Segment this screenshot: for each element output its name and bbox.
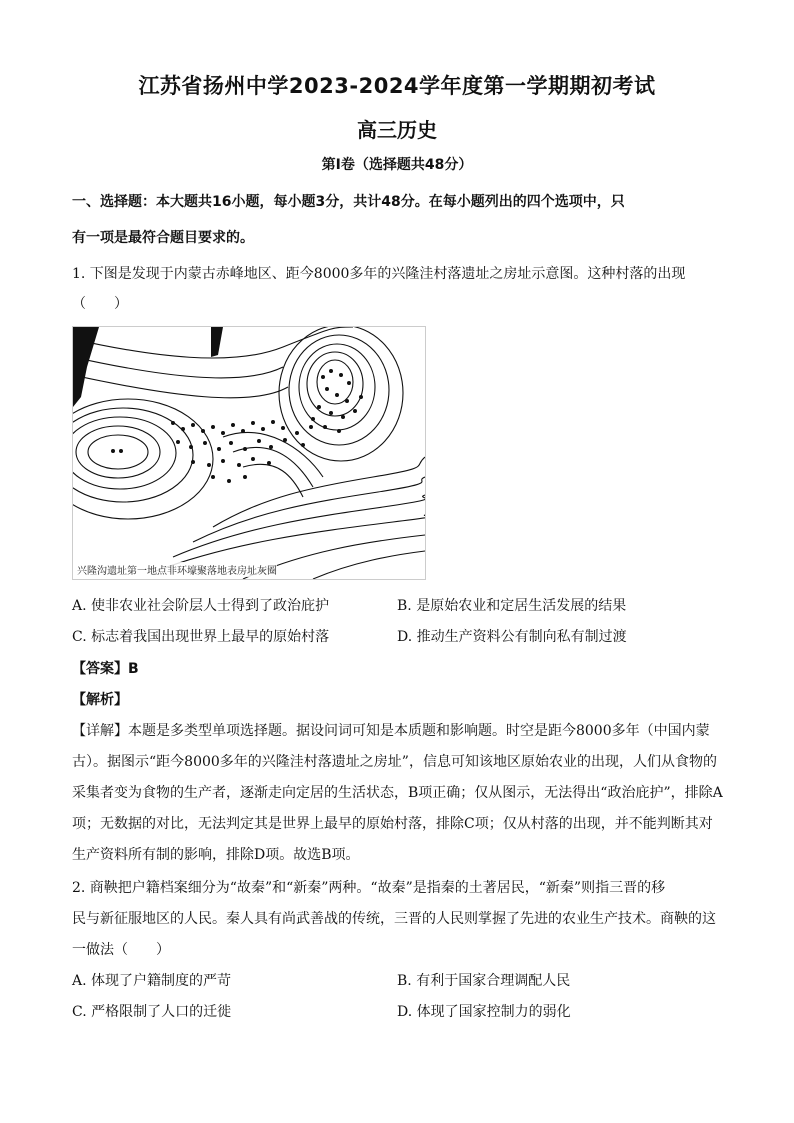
q2-stem-line-2: 民与新征服地区的人民。秦人具有尚武善战的传统，三晋的人民则掌握了先进的农业生产技术。商鞅的这	[72, 911, 716, 927]
q1-stem-line-1: 1. 下图是发现于内蒙古赤峰地区、距今8000多年的兴隆洼村落遗址之房址示意图。这种村落的出现	[72, 266, 686, 282]
q2-option-d: D. 体现了国家控制力的弱化	[397, 1004, 571, 1020]
q1-option-c: C. 标志着我国出现世界上最早的原始村落	[72, 629, 330, 645]
exam-title: 江苏省扬州中学2023-2024学年度第一学期期初考试	[138, 74, 656, 98]
q1-analysis-heading: 【解析】	[72, 692, 128, 708]
q1-detail-line-2: 古）。据图示“距今8000多年的兴隆洼村落遗址之房址”，信息可知该地区原始农业的出现，人们从食物的	[72, 754, 717, 770]
section-heading: 第Ⅰ卷（选择题共48分）	[321, 157, 473, 173]
q2-option-a: A. 体现了户籍制度的严苛	[72, 973, 232, 989]
exam-subject: 高三历史	[357, 118, 437, 142]
instructions-line-2: 有一项是最符合题目要求的。	[72, 230, 254, 246]
q1-detail-line-3: 采集者变为食物的生产者，逐渐走向定居的生活状态，B项正确；仅从图示，无法得出“政治庇护”，排除A	[72, 785, 723, 801]
contour-map-image	[73, 327, 425, 579]
q1-detail-line-4: 项；无数据的对比，无法判定其是世界上最早的原始村落，排除C项；仅从村落的出现，并不能判断其对	[72, 816, 713, 832]
q1-option-d: D. 推动生产资料公有制向私有制过渡	[397, 629, 627, 645]
q1-detail-line-5: 生产资料所有制的影响，排除D项。故选B项。	[72, 847, 360, 863]
q1-answer: 【答案】B	[72, 661, 139, 677]
q2-option-c: C. 严格限制了人口的迁徙	[72, 1004, 232, 1020]
q1-option-b: B. 是原始农业和定居生活发展的结果	[397, 598, 627, 614]
q1-stem-line-2: （ ）	[72, 296, 128, 312]
q1-option-a: A. 使非农业社会阶层人士得到了政治庇护	[72, 598, 330, 614]
q1-contour-map-figure	[72, 326, 426, 580]
q1-detail-line-1: 【详解】本题是多类型单项选择题。据设问词可知是本质题和影响题。时空是距今8000多年（中国内蒙	[72, 723, 710, 739]
instructions-line-1: 一、选择题：本大题共16小题，每小题3分，共计48分。在每小题列出的四个选项中，只	[72, 194, 625, 210]
q2-stem-line-3: 一做法（ ）	[72, 942, 170, 958]
figure-caption: 兴隆沟遗址第一地点非环壕聚落地表房址灰圈	[77, 562, 277, 577]
q2-stem-line-1: 2. 商鞅把户籍档案细分为“故秦”和“新秦”两种。“故秦”是指秦的土著居民，“新秦”则指三晋的移	[72, 880, 666, 896]
q2-option-b: B. 有利于国家合理调配人民	[397, 973, 571, 989]
